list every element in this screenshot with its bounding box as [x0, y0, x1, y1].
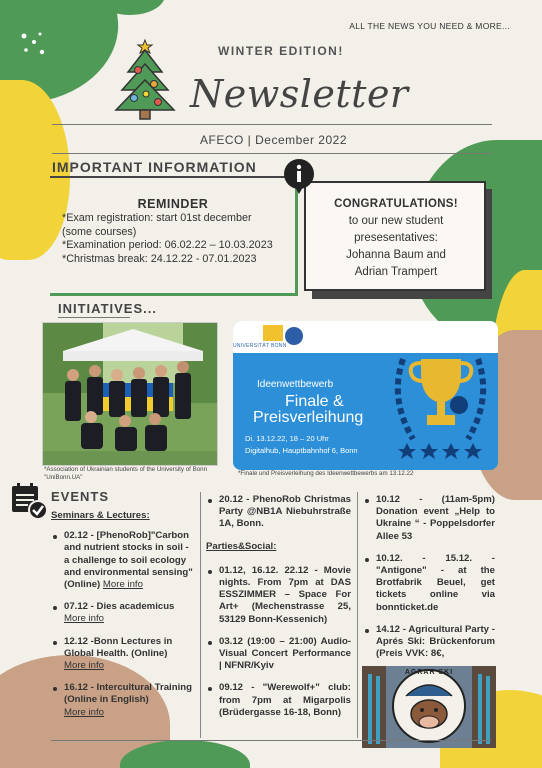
bottom-divider [51, 740, 491, 741]
event-text: 16.12 - Intercultural Training (Online in English) [64, 682, 192, 706]
list-item [363, 494, 495, 543]
christmas-tree-icon [110, 38, 180, 122]
reminder-line: *Christmas break: 24.12.22 - 07.01.2023 [62, 252, 257, 265]
initiatives-heading: INITIATIVES... [58, 301, 157, 316]
congrats-title: CONGRATULATIONS! [334, 198, 458, 210]
trophy-icon [383, 339, 498, 467]
events-column-1 [51, 510, 196, 729]
reminder-title: REMINDER [137, 197, 209, 211]
poster-uni-label: UNIVERSITÄT BONN [233, 343, 287, 349]
list-item [51, 530, 196, 591]
issue-label: AFECO | December 2022 [200, 133, 348, 147]
list-item [51, 682, 196, 719]
event-text: 02.12 - [PhenoRob]"Carbon and nutrient stocks in soil - a challenge to soil ecology and environmental sensing" (Online) [64, 530, 193, 591]
agrar-ski-logo-text: AGRAR SKI [404, 669, 454, 676]
ukrainian-students-photo [42, 322, 218, 466]
events-column-3 [363, 494, 495, 670]
poster-line3: Preisverleihung [253, 409, 364, 426]
edition-label: WINTER EDITION! [218, 44, 344, 58]
reminder-line: *Examination period: 06.02.22 – 10.03.2023 [62, 239, 273, 251]
calendar-check-icon [10, 482, 48, 520]
agrar-ski-logo [362, 666, 496, 748]
congrats-line: presesentatives: [354, 232, 438, 244]
more-info-link[interactable]: More info [64, 660, 104, 672]
congrats-line: Adrian Trampert [354, 266, 438, 278]
university-logo-icon [263, 325, 283, 341]
poster-line2: Finale & [285, 393, 344, 410]
event-text: 10.12. - 15.12. - "Antigone" - at the Brotfabrik Beuel, get tickets online via bonnticket.de [376, 552, 495, 613]
initiatives-line [58, 317, 130, 318]
list-item [51, 601, 196, 625]
dots-decoration [18, 30, 48, 60]
reminder-line: *Exam registration: start 01st december [62, 212, 252, 224]
event-text: 07.12 - Dies academicus [64, 601, 175, 613]
poster-place: Digitalhub, Hauptbahnhof 6, Bonn [245, 446, 358, 455]
tagline: ALL THE NEWS YOU NEED & MORE... [349, 21, 510, 31]
congrats-line: Johanna Baum and [346, 249, 446, 261]
event-text: 03.12 (19:00 – 21:00) Audio-Visual Concert Performance | NFNR/Kyiv [219, 635, 351, 672]
logo-circle-icon [285, 327, 303, 345]
poster-date: Di. 13.12.22, 18 – 20 Uhr [245, 434, 329, 443]
more-info-link[interactable]: More info [64, 613, 104, 625]
list-item [206, 494, 351, 531]
reminder-line: (some courses) [62, 225, 137, 238]
events-heading: EVENTS [51, 489, 110, 504]
list-item [206, 636, 351, 673]
more-info-link[interactable]: More info [64, 706, 104, 718]
list-item [51, 636, 196, 673]
seminars-subheading: Seminars & Lectures: [51, 510, 150, 521]
list-item [363, 553, 495, 614]
event-text: 12.12 -Bonn Lectures in Global Health. (Online) [64, 635, 173, 659]
list-item [363, 624, 495, 661]
event-text: 14.12 - Agricultural Party - Aprés Ski: Brückenforum (Preis VVK: 8€, [376, 623, 495, 660]
newsletter-title: Newsletter [190, 72, 409, 116]
events-column-divider-1 [200, 492, 201, 738]
events-column-divider-2 [357, 492, 358, 738]
congrats-text [308, 196, 484, 281]
parties-subheading: Parties&Social: [206, 540, 277, 552]
event-text: 09.12 - "Werewolf+" club: from 7pm at Migarpolis (Brüdergasse 16-18, Bonn) [219, 682, 351, 718]
poster-caption: *Finale und Preisverleihung des Ideenwettbewerbs am 13.12.22 [238, 470, 414, 477]
photo-caption: *Association of Ukrainian students of the University of Bonn "UniBonn.UA" [44, 466, 208, 481]
events-column-2 [206, 494, 351, 729]
event-text: 20.12 - PhenoRob Christmas Party @NB1A Niebuhrstraße 1A, Bonn. [219, 494, 351, 530]
ideenwettbewerb-poster [233, 321, 498, 470]
important-heading: IMPORTANT INFORMATION [52, 159, 257, 175]
congrats-line: to our new student [348, 215, 444, 227]
event-text: 01.12, 16.12. 22.12 - Movie nights. From 7pm at DAS ESSZIMMER – Space For Art+ (Mechenstrasse 25, 53129 Bonn-Kessenich) [219, 564, 351, 625]
event-text: 10.12 - (11am-5pm) Donation event „Help to Ukraine “ - Poppelsdorfer Allee 53 [376, 494, 495, 542]
header-divider-top [52, 124, 492, 125]
list-item [206, 682, 351, 719]
more-info-link[interactable]: More info [102, 579, 143, 591]
reminder-text [62, 212, 292, 266]
info-icon [283, 158, 315, 194]
poster-line1: Ideenwettbewerb [257, 379, 334, 390]
list-item [206, 565, 351, 626]
header-divider-bottom [52, 153, 492, 154]
